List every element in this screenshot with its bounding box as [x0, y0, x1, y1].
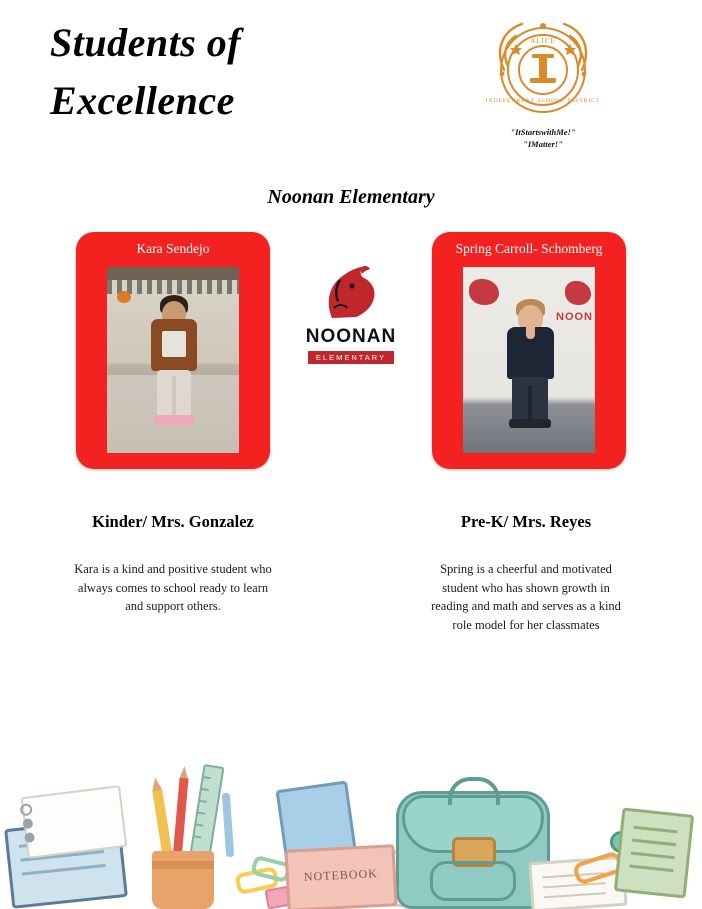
student-name: Spring Carroll- Schomberg	[455, 241, 603, 256]
spiral-notepad-icon	[21, 785, 128, 859]
pumpkin-decoration	[117, 291, 131, 303]
district-motto-line-2: "IMatter!"	[523, 139, 563, 149]
student-pants	[512, 377, 548, 421]
school-supplies-illustration	[0, 759, 702, 909]
backpack-handle	[448, 777, 500, 805]
district-seal-logo	[482, 14, 604, 159]
district-motto	[482, 126, 604, 150]
page-title-line-1: Students of	[50, 20, 242, 65]
student-photo	[107, 267, 239, 453]
svg-text:ALICE: ALICE	[530, 37, 556, 45]
svg-text:INDEPENDENT SCHOOL DISTRICT: INDEPENDENT SCHOOL DISTRICT	[485, 98, 601, 104]
school-name: Noonan Elementary	[267, 186, 435, 208]
pink-notebook-label: NOTEBOOK	[303, 866, 379, 884]
backdrop-mascot-icon	[565, 281, 591, 305]
student-grade-teacher: Pre-K/ Mrs. Reyes	[460, 512, 592, 531]
backdrop-mascot-icon	[469, 279, 499, 305]
page-title-line-2: Excellence	[50, 78, 235, 123]
student-name: Kara Sendejo	[136, 241, 210, 256]
student-card	[76, 232, 270, 469]
mustang-head-icon	[316, 264, 386, 322]
student-description: Spring is a cheerful and motivated student who has shown growth in reading and math and serves as a kind role model for her classmates	[431, 562, 621, 632]
student-photo	[463, 267, 595, 453]
school-logo-word: NOONAN	[305, 326, 397, 347]
scissors-icon	[222, 793, 234, 857]
ruler-icon	[188, 764, 224, 864]
green-book-icon	[614, 807, 694, 898]
student-description: Kara is a kind and positive student who always comes to school ready to learn and support others.	[74, 562, 272, 613]
student-shirt	[151, 319, 197, 371]
student-pants	[157, 370, 191, 418]
student-card	[432, 232, 626, 469]
student-grade-teacher: Kinder/ Mrs. Gonzalez	[92, 512, 254, 531]
backdrop-text: NOON	[556, 311, 593, 323]
student-shoes	[509, 419, 551, 428]
district-motto-line-1: "ItStartswithMe!"	[510, 127, 576, 137]
student-shoes	[154, 415, 194, 425]
page-title	[50, 14, 430, 130]
red-pencil-icon	[172, 777, 188, 861]
backpack-pocket	[430, 861, 516, 901]
pencil-cup-icon	[152, 851, 214, 909]
school-logo	[296, 264, 406, 364]
student-shirt	[507, 327, 554, 379]
pink-notebook-icon	[284, 844, 397, 909]
school-logo-subword: ELEMENTARY	[308, 351, 394, 364]
